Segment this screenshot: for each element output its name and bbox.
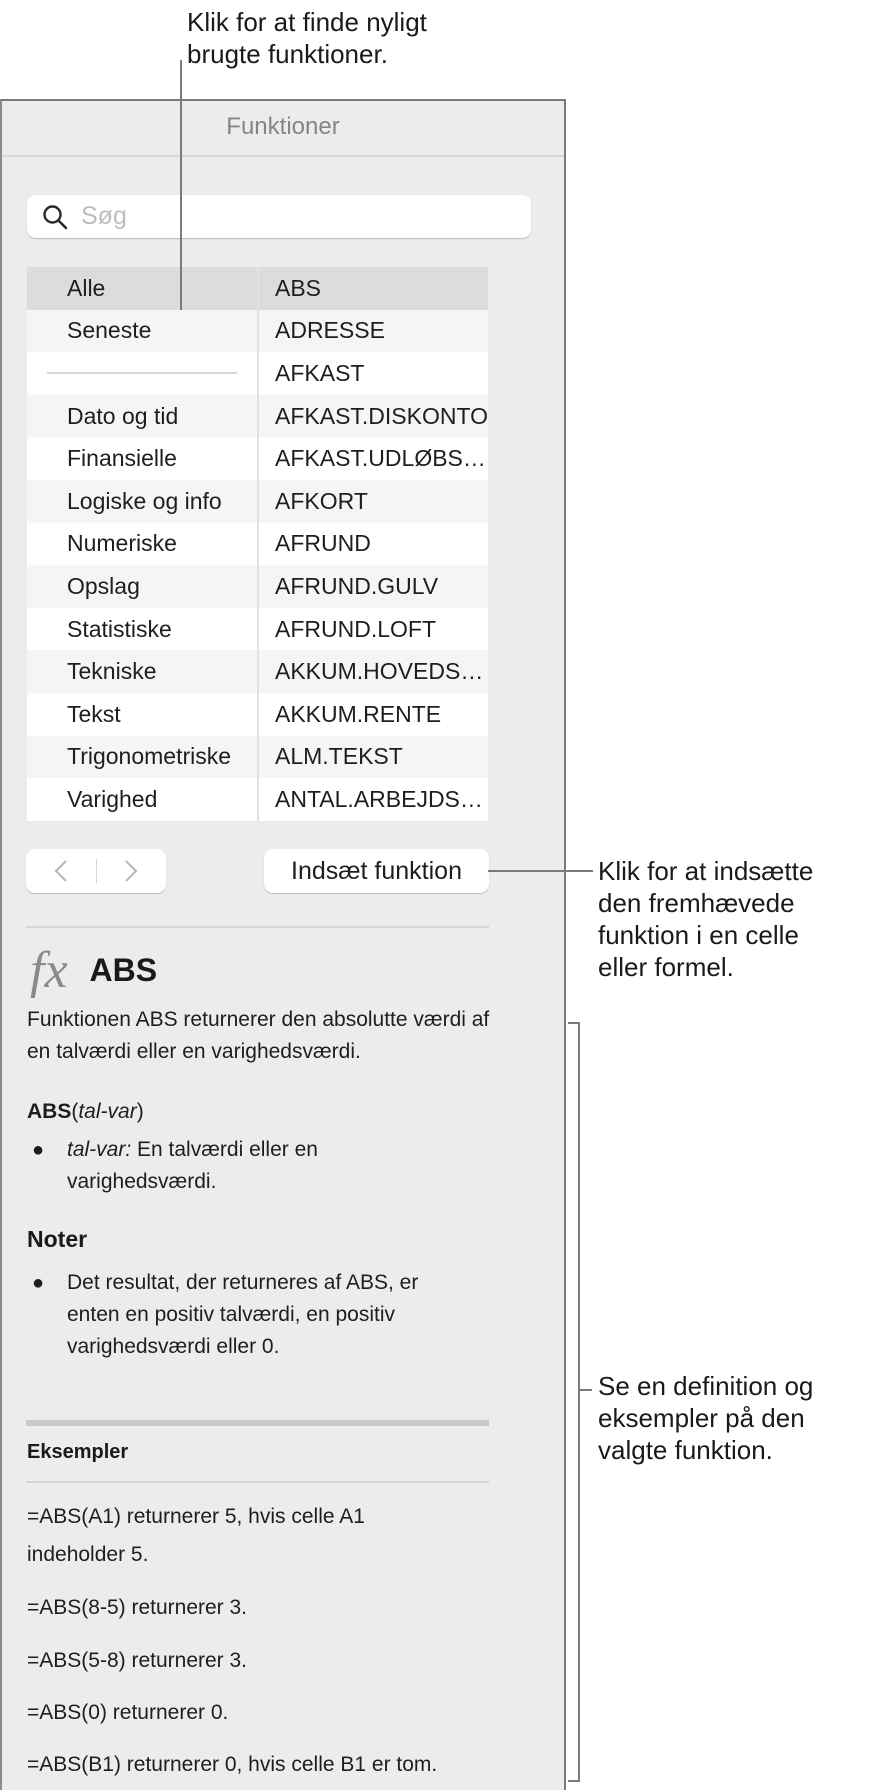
examples-divider [26, 1420, 489, 1426]
function-header [30, 941, 157, 1000]
syntax-paren: ( [71, 1100, 79, 1123]
panel-title: Funktioner [226, 113, 340, 140]
category-label: Logiske og info [67, 487, 222, 514]
callout-recent [187, 6, 427, 70]
function-description: Funktionen ABS returnerer den absolutte værdi af en talværdi eller en varighedsværdi. [27, 1008, 490, 1063]
bullet-icon: ● [32, 1139, 45, 1161]
notes-heading: Noter [27, 1226, 88, 1252]
function-label: ADRESSE [275, 317, 385, 344]
chevron-right-icon [124, 859, 138, 883]
function-syntax [27, 1096, 497, 1128]
category-label: Statistiske [67, 615, 172, 642]
category-item-numeriske[interactable] [27, 523, 257, 566]
callout-recent-line-1: Klik for at finde nyligt [187, 7, 427, 37]
category-item-statistiske[interactable] [27, 608, 257, 651]
search-field[interactable] [27, 195, 531, 238]
callout-insert-line: funktion i en celle [598, 920, 799, 950]
examples-heading: Eksempler [27, 1441, 129, 1463]
function-item[interactable] [259, 310, 488, 353]
bracket-tick [580, 1389, 592, 1391]
callout-definition [598, 1370, 813, 1466]
callout-definition-line: valgte funktion. [598, 1435, 773, 1465]
category-item-tekniske[interactable] [27, 650, 257, 693]
forward-button[interactable] [97, 849, 167, 893]
note-text: Det resultat, der returneres af ABS, er enten en positiv talværdi, en positiv varighedsværdi eller 0. [67, 1271, 419, 1358]
example-item: =ABS(0) returnerer 0. [27, 1701, 229, 1724]
category-list [27, 267, 257, 821]
function-label: AFKORT [275, 487, 368, 514]
functions-panel [0, 99, 566, 1790]
syntax-name: ABS [27, 1100, 72, 1123]
category-item-opslag[interactable] [27, 565, 257, 608]
example-item: =ABS(5-8) returnerer 3. [27, 1649, 248, 1672]
function-name: ABS [89, 952, 158, 988]
back-button[interactable] [26, 849, 96, 893]
chevron-left-icon [54, 859, 68, 883]
category-label: Seneste [67, 317, 152, 344]
category-item-logiske-og-info[interactable] [27, 480, 257, 523]
category-label: Tekniske [67, 658, 157, 685]
category-label: Finansielle [67, 445, 177, 472]
definition-bracket [568, 1022, 580, 1782]
function-label: AFRUND.GULV [275, 572, 439, 599]
function-list [257, 267, 488, 821]
category-label: Tekst [67, 700, 121, 727]
bullet-icon: ● [32, 1272, 45, 1294]
param-name: tal-var: [67, 1138, 132, 1161]
function-item[interactable] [259, 395, 488, 438]
category-item-varighed[interactable] [27, 778, 257, 821]
function-label: AKKUM.HOVEDS… [275, 658, 484, 685]
category-item-dato-og-tid[interactable] [27, 395, 257, 438]
function-label: ALM.TEKST [275, 743, 403, 770]
section-divider [26, 926, 489, 928]
example-item: =ABS(A1) returnerer 5, hvis celle A1 indeholder 5. [27, 1505, 365, 1566]
function-label: AFRUND [275, 530, 371, 557]
category-label: Trigonometriske [67, 743, 232, 770]
function-label: ANTAL.ARBEJDS… [275, 785, 483, 812]
category-label: Varighed [67, 785, 158, 812]
syntax-arg: tal-var [78, 1100, 137, 1123]
function-item[interactable] [259, 267, 488, 310]
function-label: AFKAST [275, 359, 365, 386]
callout-definition-line: Se en definition og [598, 1371, 814, 1401]
title-divider [2, 155, 564, 157]
function-item[interactable] [259, 650, 488, 693]
leader-line-insert [488, 870, 593, 872]
function-item[interactable] [259, 523, 488, 566]
function-item[interactable] [259, 778, 488, 821]
function-item[interactable] [259, 736, 488, 779]
example-item: =ABS(B1) returnerer 0, hvis celle B1 er tom. [27, 1753, 438, 1776]
function-item[interactable] [259, 480, 488, 523]
fx-icon: fx [30, 942, 68, 999]
example-item: =ABS(8-5) returnerer 3. [27, 1596, 248, 1619]
category-label: Opslag [67, 572, 140, 599]
function-item[interactable] [259, 352, 488, 395]
param-desc: En talværdi eller en varighedsværdi. [67, 1138, 318, 1193]
callout-recent-line-2: brugte funktioner. [187, 39, 388, 69]
category-item-alle[interactable] [27, 267, 257, 310]
function-label: AKKUM.RENTE [275, 700, 442, 727]
callout-definition-line: eksempler på den [598, 1403, 805, 1433]
function-label: AFKAST.UDLØBS… [275, 445, 486, 472]
param-item [27, 1134, 497, 1198]
callout-insert [598, 855, 813, 983]
callout-insert-line: Klik for at indsætte [598, 856, 814, 886]
category-item-tekst[interactable] [27, 693, 257, 736]
category-label: Numeriske [67, 530, 177, 557]
search-icon [41, 203, 69, 231]
callout-insert-line: den fremhævede [598, 888, 795, 918]
category-item-finansielle[interactable] [27, 437, 257, 480]
category-label: Alle [67, 274, 106, 301]
separator-line [47, 372, 237, 374]
function-browser [27, 267, 488, 821]
function-item[interactable] [259, 693, 488, 736]
category-label: Dato og tid [67, 402, 179, 429]
category-separator [27, 352, 257, 395]
function-label: ABS [275, 274, 322, 301]
leader-line-recent [180, 60, 182, 310]
syntax-paren: ) [136, 1100, 144, 1123]
function-item[interactable] [259, 608, 488, 651]
function-item[interactable] [259, 565, 488, 608]
function-label: AFKAST.DISKONTO [275, 402, 488, 429]
callout-insert-line: eller formel. [598, 952, 734, 982]
category-item-trigonometriske[interactable] [27, 736, 257, 779]
search-input[interactable] [81, 202, 501, 231]
category-item-seneste[interactable] [27, 310, 257, 353]
examples-subdivider [26, 1481, 489, 1483]
param-text [67, 1134, 467, 1198]
function-item[interactable] [259, 437, 488, 480]
function-label: AFRUND.LOFT [275, 615, 436, 642]
history-nav [26, 849, 166, 893]
note-item [27, 1267, 497, 1363]
insert-function-button[interactable]: Indsæt funktion [264, 849, 489, 893]
